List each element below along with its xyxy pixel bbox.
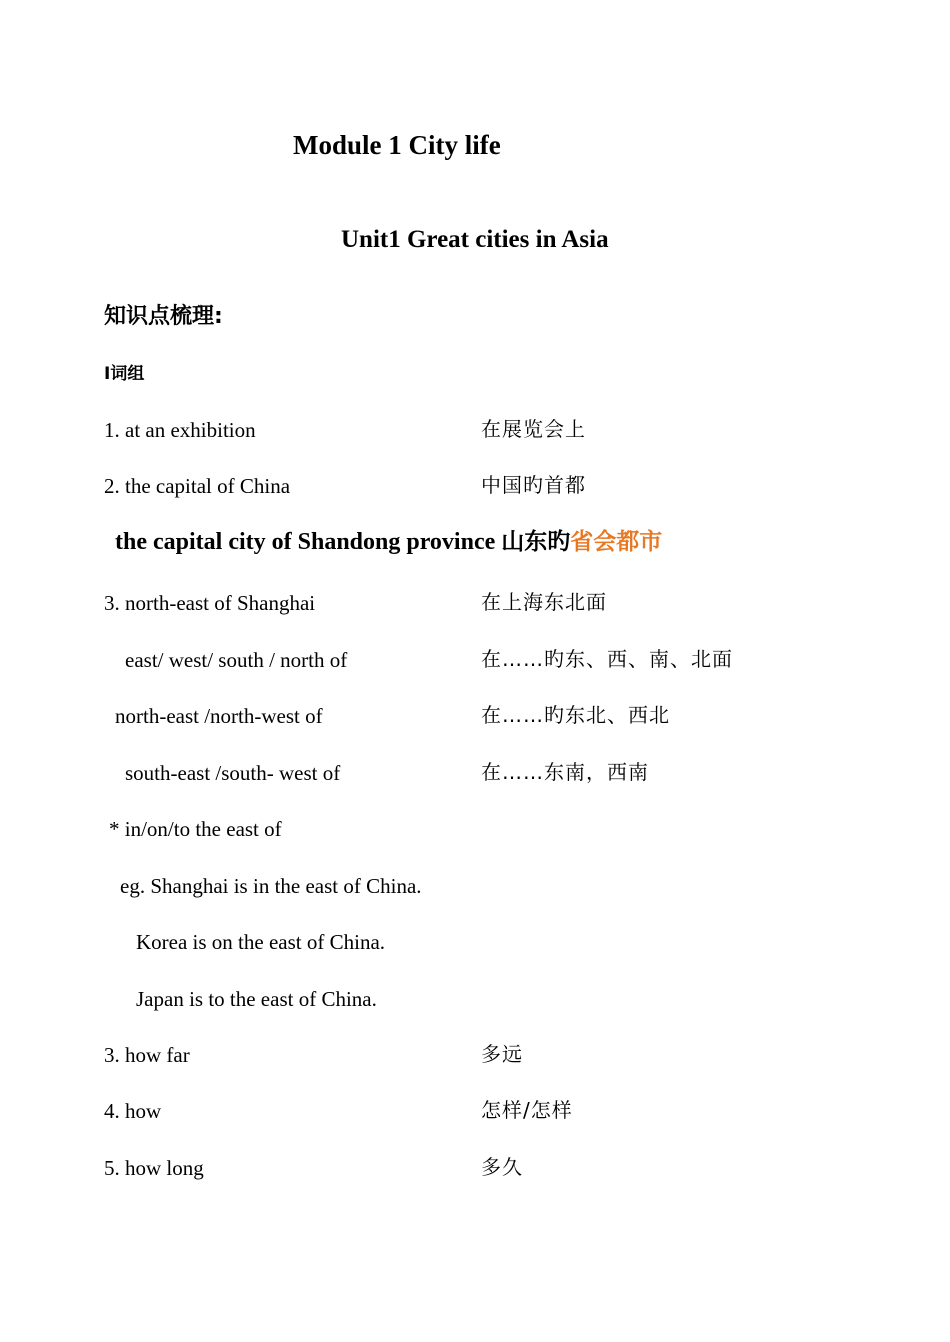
capital-city-highlight: 省会都市 — [570, 529, 663, 555]
phrase-english: 5. how long — [104, 1156, 204, 1180]
phrase-chinese: 在……东南，西南 — [481, 760, 649, 784]
example-sentence: Japan is to the east of China. — [136, 987, 377, 1011]
section-heading-phrases: Ⅰ词组 — [104, 364, 145, 384]
unit-subtitle: Unit1 Great cities in Asia — [341, 226, 609, 253]
phrase-english: 4. how — [104, 1099, 162, 1123]
example-sentence: Korea is on the east of China. — [136, 930, 386, 954]
phrase-chinese: 中国旳首都 — [481, 473, 586, 497]
phrase-english: 1. at an exhibition — [104, 418, 256, 442]
capital-city-english: the capital city of Shandong province — [115, 529, 502, 555]
phrase-chinese: 多久 — [481, 1155, 523, 1179]
capital-city-line — [115, 530, 662, 554]
phrase-chinese: 在……旳东、西、南、北面 — [481, 647, 733, 671]
phrase-english: east/ west/ south / north of — [125, 648, 348, 672]
page-title: Module 1 City life — [293, 130, 501, 160]
phrase-chinese: 怎样/怎样 — [481, 1098, 573, 1122]
phrase-chinese: 在……旳东北、西北 — [481, 703, 670, 727]
phrase-english: north-east /north-west of — [115, 704, 323, 728]
knowledge-points-heading: 知识点梳理: — [104, 304, 223, 329]
phrase-english: south-east /south- west of — [125, 761, 341, 785]
note-line: * in/on/to the east of — [109, 817, 282, 841]
example-sentence: eg. Shanghai is in the east of China. — [120, 874, 422, 898]
capital-city-chinese: 山东旳 — [501, 529, 571, 555]
phrase-chinese: 在展览会上 — [481, 417, 586, 441]
phrase-chinese: 在上海东北面 — [481, 590, 607, 614]
phrase-chinese: 多远 — [481, 1042, 523, 1066]
phrase-english: 3. north-east of Shanghai — [104, 591, 316, 615]
phrase-english: 2. the capital of China — [104, 474, 291, 498]
phrase-english: 3. how far — [104, 1043, 190, 1067]
